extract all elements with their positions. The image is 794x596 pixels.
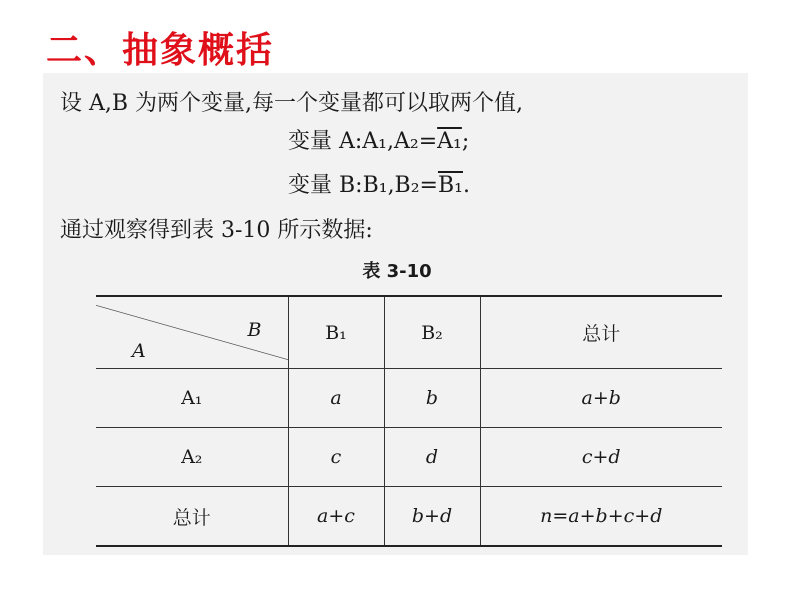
row-label: 总计: [96, 487, 288, 547]
header-cell: B₂: [384, 296, 480, 369]
row-label: A₁: [96, 369, 288, 428]
header-cell: B₁: [288, 296, 384, 369]
row-label: A₂: [96, 428, 288, 487]
variable-a-values: A₁,A₂=: [362, 129, 438, 154]
corner-cell: [96, 296, 288, 369]
table-header-row: [96, 296, 722, 369]
table-cell: d: [384, 428, 480, 487]
variable-b-prefix: 变量 B:: [288, 173, 363, 198]
corner-label-b: B: [247, 319, 262, 341]
table-row: [96, 369, 722, 428]
intro-line: 设 A,B 为两个变量,每一个变量都可以取两个值,: [60, 91, 524, 116]
variable-b-complement: B₁: [437, 173, 463, 198]
table-row: [96, 487, 722, 547]
variable-b-end: .: [462, 173, 470, 198]
table-cell: a+c: [288, 487, 384, 547]
variable-b-line: [288, 168, 470, 199]
variable-a-prefix: 变量 A:: [288, 129, 363, 154]
header-cell: 总计: [480, 296, 722, 369]
table-cell: a+b: [480, 369, 722, 428]
variable-a-end: ;: [461, 129, 470, 154]
variable-a-complement: A₁: [437, 129, 462, 154]
table-cell: c: [288, 428, 384, 487]
corner-label-a: A: [132, 340, 146, 362]
section-heading: 二、抽象概括: [46, 30, 275, 71]
table-cell: b+d: [384, 487, 480, 547]
contingency-table: [96, 295, 722, 547]
observation-line: 通过观察得到表 3-10 所示数据:: [60, 218, 373, 243]
table-caption: 表 3-10: [362, 261, 432, 282]
table-cell: c+d: [480, 428, 722, 487]
table-cell: a: [288, 369, 384, 428]
table-cell: n=a+b+c+d: [480, 487, 722, 547]
table-row: [96, 428, 722, 487]
variable-a-line: [288, 124, 469, 155]
table-cell: b: [384, 369, 480, 428]
variable-b-values: B₁,B₂=: [362, 173, 438, 198]
